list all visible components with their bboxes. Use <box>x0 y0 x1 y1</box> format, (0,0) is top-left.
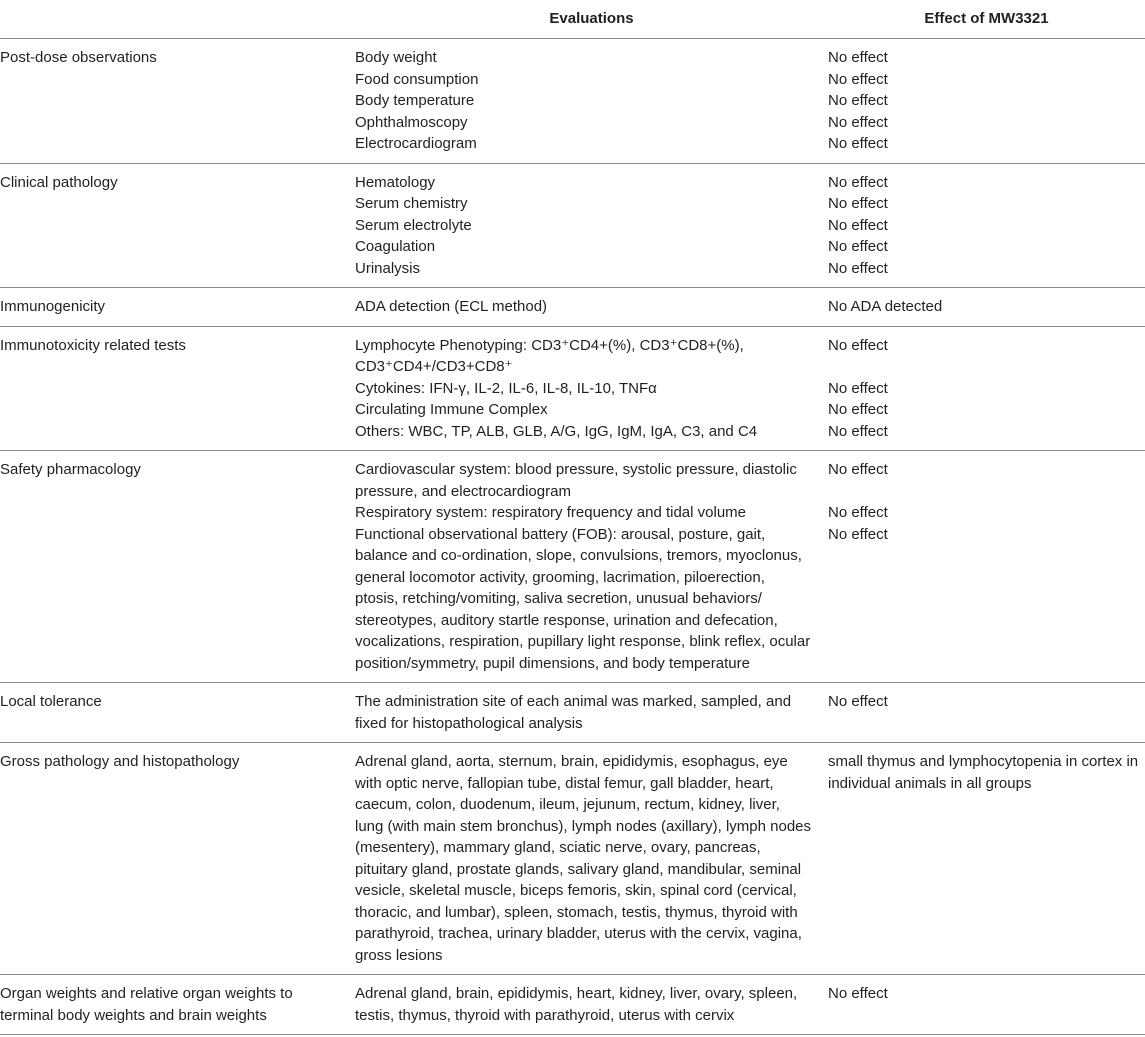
effect-cell-line <box>828 481 1143 503</box>
effect-cell <box>828 288 1145 327</box>
category-cell <box>0 39 355 164</box>
effect-cell <box>828 326 1145 451</box>
effect-cell-line: No effect <box>828 379 888 397</box>
effect-cell-line: No effect <box>828 985 888 1002</box>
evaluations-cell-line: Electrocardiogram <box>355 135 477 152</box>
evaluations-cell-line: Cardiovascular system: blood pressure, systolic pressure, diastolic <box>355 461 797 478</box>
evaluations-cell-line: Body weight <box>355 49 437 66</box>
evaluations-cell-line: Serum chemistry <box>355 195 468 212</box>
evaluations-cell-line: Food consumption <box>355 70 479 88</box>
table-row <box>0 975 1145 1035</box>
evaluations-cell-line: stereotypes, auditory startle response, urination and defecation, <box>355 611 778 629</box>
evaluations-cell <box>355 288 828 327</box>
category-cell-line: Safety pharmacology <box>0 461 141 478</box>
effect-cell-line: No effect <box>828 238 888 255</box>
effect-cell <box>828 163 1145 288</box>
evaluations-cell-line: ptosis, retching/vomiting, saliva secretion, unusual behaviors/ <box>355 590 762 607</box>
category-cell-line: Immunotoxicity related tests <box>0 336 186 354</box>
effect-cell-line: No effect <box>828 92 888 109</box>
effect-cell-line: No effect <box>828 504 888 521</box>
effect-cell-line: No effect <box>828 49 888 66</box>
evaluations-cell-line: CD3⁺CD4+/CD3+CD8⁺ <box>355 358 513 375</box>
evaluations-cell <box>355 683 828 743</box>
evaluations-cell-line: Cytokines: IFN-γ, IL-2, IL-6, IL-8, IL-10, TNFα <box>355 379 657 397</box>
effect-cell-line: No effect <box>828 216 888 234</box>
evaluations-cell <box>355 163 828 288</box>
evaluations-cell-line: balance and co-ordination, slope, convulsions, tremors, myoclonus, <box>355 547 802 564</box>
evaluations-cell-line: Ophthalmoscopy <box>355 113 468 131</box>
table-row <box>0 163 1145 288</box>
effect-cell-line: individual animals in all groups <box>828 774 1032 792</box>
category-cell-line: Immunogenicity <box>0 298 106 315</box>
evaluations-cell-line: thoracic, and lumbar), spleen, stomach, testis, thymus, thyroid with <box>355 903 798 921</box>
evaluations-cell-line: ADA detection (ECL method) <box>355 298 548 315</box>
evaluations-cell <box>355 326 828 451</box>
effect-cell-line <box>828 653 1143 675</box>
evaluations-cell-line: Body temperature <box>355 92 475 109</box>
evaluations-cell <box>355 451 828 683</box>
effect-cell-line <box>828 1005 1143 1027</box>
effect-cell-line: No ADA detected <box>828 298 943 315</box>
evaluations-cell-line: Coagulation <box>355 238 436 255</box>
effect-cell-line: No effect <box>828 259 888 277</box>
category-cell <box>0 288 355 327</box>
header-evaluations: Evaluations <box>355 0 828 39</box>
effect-cell-line <box>828 545 1143 567</box>
effect-cell <box>828 975 1145 1035</box>
table-row <box>0 683 1145 743</box>
effect-cell-line <box>828 631 1143 653</box>
effect-cell-line <box>828 356 1143 378</box>
effect-cell-line <box>828 567 1143 589</box>
category-cell-line: Local tolerance <box>0 693 102 710</box>
evaluations-cell-line: Functional observational battery (FOB): arousal, posture, gait, <box>355 525 766 543</box>
evaluations-cell <box>355 975 828 1035</box>
evaluations-cell-line: Lymphocyte Phenotyping: CD3⁺CD4+(%), CD3⁺CD8+(%), <box>355 336 744 354</box>
table-row <box>0 288 1145 327</box>
evaluations-cell-line: pituitary gland, prostate glands, salivary gland, mandibular, seminal <box>355 860 802 878</box>
effect-cell-line: No effect <box>828 422 888 440</box>
evaluations-cell-line: gross lesions <box>355 946 443 964</box>
evaluations-cell-line: fixed for histopathological analysis <box>355 714 583 732</box>
evaluations-cell-line: Hematology <box>355 173 436 191</box>
table-body <box>0 39 1145 1035</box>
effect-cell-line: No effect <box>828 135 888 152</box>
evaluations-cell-line: Urinalysis <box>355 259 421 277</box>
effect-cell <box>828 39 1145 164</box>
evaluations-cell-line: general locomotor activity, grooming, lacrimation, piloerection, <box>355 568 765 586</box>
category-cell-line: Post-dose observations <box>0 49 157 66</box>
evaluations-cell-line: The administration site of each animal was marked, sampled, and <box>355 693 792 710</box>
table-row <box>0 743 1145 975</box>
effect-cell-line <box>828 610 1143 632</box>
category-cell-line: terminal body weights and brain weights <box>0 1006 267 1024</box>
effect-cell-line: small thymus and lymphocytopenia in cortex in <box>828 753 1139 770</box>
evaluations-cell-line: pressure, and electrocardiogram <box>355 482 571 500</box>
effect-cell-line: No effect <box>828 70 888 88</box>
evaluations-cell-line: Others: WBC, TP, ALB, GLB, A/G, IgG, IgM, IgA, C3, and C4 <box>355 422 758 440</box>
effect-cell-line: No effect <box>828 461 888 478</box>
effect-cell-line <box>828 588 1143 610</box>
effect-cell <box>828 451 1145 683</box>
category-cell <box>0 975 355 1035</box>
category-cell <box>0 683 355 743</box>
evaluations-cell-line: with optic nerve, fallopian tube, distal femur, gall bladder, heart, <box>355 774 774 792</box>
effect-cell-line: No effect <box>828 401 888 418</box>
effect-cell-line: No effect <box>828 173 888 191</box>
category-cell-line: Gross pathology and histopathology <box>0 753 240 770</box>
evaluations-cell-line: Circulating Immune Complex <box>355 401 548 418</box>
effect-cell-line: No effect <box>828 525 888 543</box>
category-cell-line: Clinical pathology <box>0 173 118 191</box>
header-effect: Effect of MW3321 <box>828 0 1145 39</box>
evaluations-cell-line: vocalizations, respiration, pupillary light response, blink reflex, ocular <box>355 633 811 650</box>
evaluations-cell-line: Serum electrolyte <box>355 216 472 234</box>
table-row <box>0 451 1145 683</box>
evaluations-cell-line: caecum, colon, duodenum, ileum, jejunum, rectum, kidney, liver, <box>355 796 780 813</box>
evaluations-cell-line: position/symmetry, pupil dimensions, and body temperature <box>355 654 750 672</box>
effect-cell-line <box>828 713 1143 735</box>
evaluations-cell-line: Respiratory system: respiratory frequency and tidal volume <box>355 504 746 521</box>
evaluations-cell-line: vesicle, skeletal muscle, biceps femoris, skin, spinal cord (cervical, <box>355 882 797 899</box>
effect-cell-line: No effect <box>828 113 888 131</box>
category-cell <box>0 163 355 288</box>
table-header <box>0 0 1145 39</box>
evaluations-cell-line: lung (with main stem bronchus), lymph nodes (axillary), lymph nodes <box>355 817 812 835</box>
category-cell <box>0 451 355 683</box>
effect-cell-line: No effect <box>828 336 888 354</box>
effect-cell-line: No effect <box>828 195 888 212</box>
table-row <box>0 326 1145 451</box>
effect-cell <box>828 683 1145 743</box>
evaluations-cell-line: testis, thymus, thyroid with parathyroid, uterus with cervix <box>355 1006 735 1024</box>
effect-cell <box>828 743 1145 975</box>
evaluations-cell-line: parathyroid, trachea, urinary bladder, uterus with the cervix, vagina, <box>355 925 802 942</box>
category-cell-line: Organ weights and relative organ weights to <box>0 985 293 1002</box>
evaluations-cell <box>355 39 828 164</box>
category-cell <box>0 743 355 975</box>
effect-cell-line: No effect <box>828 693 888 710</box>
category-cell <box>0 326 355 451</box>
evaluations-cell <box>355 743 828 975</box>
evaluations-cell-line: Adrenal gland, brain, epididymis, heart, kidney, liver, ovary, spleen, <box>355 985 798 1002</box>
evaluations-cell-line: Adrenal gland, aorta, sternum, brain, epididymis, esophagus, eye <box>355 753 788 770</box>
header-category <box>0 0 355 39</box>
table-row <box>0 39 1145 164</box>
evaluations-cell-line: (mesentery), mammary gland, sciatic nerve, ovary, pancreas, <box>355 839 761 856</box>
